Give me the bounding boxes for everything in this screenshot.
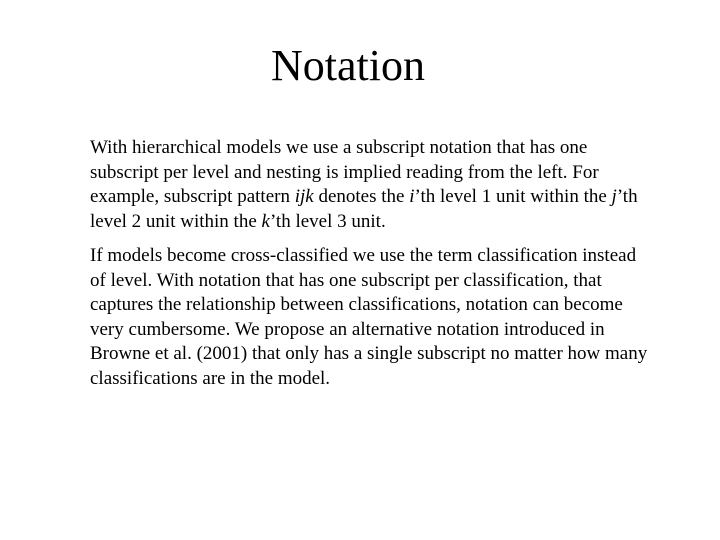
subscript-k: k [261, 210, 270, 232]
subscript-j: j [611, 186, 617, 207]
slide-body [90, 136, 650, 391]
paragraph1-text-5: ’th level 3 unit. [269, 210, 386, 232]
subscript-pattern-ijk: ijk [294, 186, 314, 207]
paragraph1-text-4: ’th level 2 unit within the [90, 186, 638, 232]
subscript-i: i [409, 186, 415, 207]
paragraph1-text-3: ’th level 1 unit within the [414, 186, 612, 207]
paragraph-hierarchical-notation [90, 136, 650, 234]
paragraph1-text-1: With hierarchical models we use a subscript notation that has one subscript per level and nesting is implied reading from the left. For example, subscript pattern [90, 137, 599, 207]
paragraph1-text-2: denotes the [313, 186, 410, 207]
paragraph-cross-classified: If models become cross-classified we use the term classification instead of level. With notation that has one subscript per classification, that captures the relationship between classifications, notation can become very cumbersome. We propose an alternative notation introduced in Browne et al. (2001) that only has a single subscript no matter how many classifications are in the model. [90, 245, 648, 389]
slide-title: Notation [271, 41, 425, 90]
